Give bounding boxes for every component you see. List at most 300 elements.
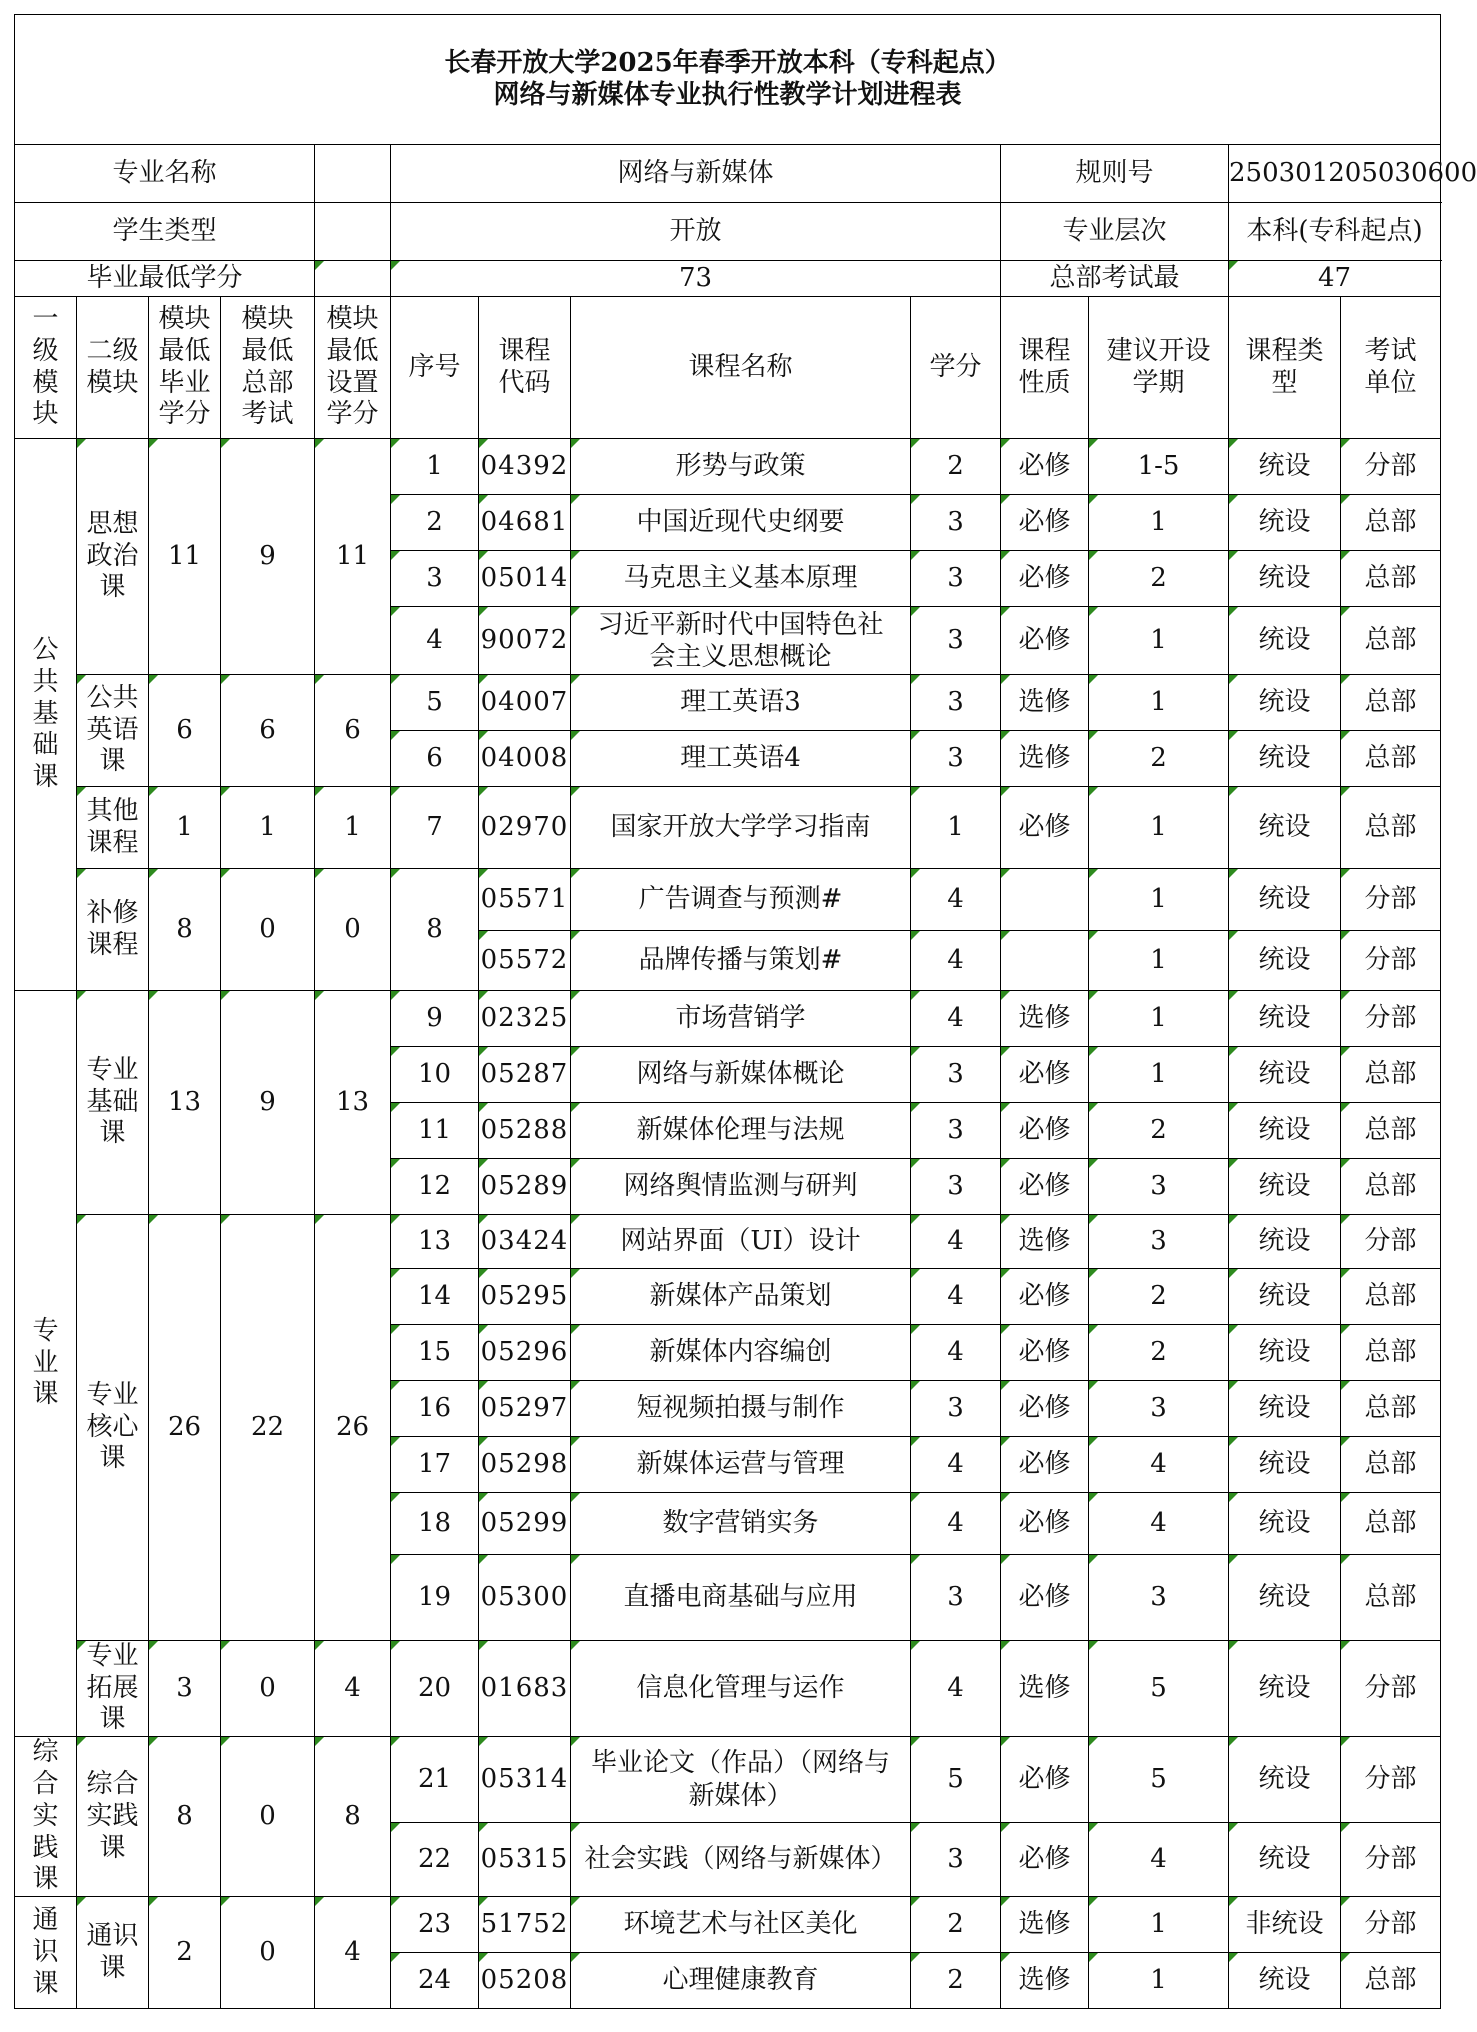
course-term: 5: [1089, 1641, 1229, 1737]
course-name: [571, 1215, 911, 1269]
course-type: 统设: [1229, 1953, 1341, 2009]
course-credit: 2: [911, 1897, 1001, 1953]
course-type: 统设: [1229, 1823, 1341, 1897]
course-credit: 3: [911, 1555, 1001, 1641]
table-row: [15, 1641, 1441, 1737]
course-exam-unit: 总部: [1341, 1953, 1441, 2009]
course-credit: 3: [911, 1823, 1001, 1897]
course-term: 4: [1089, 1823, 1229, 1897]
course-term: 2: [1089, 731, 1229, 787]
major-label: 专业名称: [15, 145, 315, 203]
course-term: 3: [1089, 1215, 1229, 1269]
table-row: [15, 991, 1441, 1047]
course-exam-unit: 总部: [1341, 1325, 1441, 1381]
course-code: 05288: [479, 1103, 571, 1159]
course-name-text: 品牌传播与策划#: [638, 945, 843, 976]
group-cell-g2: [15, 991, 77, 1737]
course-term: 1: [1089, 1953, 1229, 2009]
module-exam-m8: 0: [221, 1737, 315, 1897]
course-type: 统设: [1229, 731, 1341, 787]
course-exam-unit: 总部: [1341, 1437, 1441, 1493]
course-seq: 23: [391, 1897, 479, 1953]
module-name-m9: [77, 1897, 149, 2009]
course-code: 05295: [479, 1269, 571, 1325]
header-mod-min-exam: 模块最低总部考试: [221, 297, 315, 439]
table-row: [15, 787, 1441, 869]
course-seq: 13: [391, 1215, 479, 1269]
title-line-2: 网络与新媒体专业执行性教学计划进程表: [493, 79, 962, 110]
course-nature: [1001, 869, 1089, 931]
table-row: [15, 1897, 1441, 1953]
course-name: [571, 495, 911, 551]
course-exam-unit: 分部: [1341, 991, 1441, 1047]
course-exam-unit: 分部: [1341, 1897, 1441, 1953]
course-term: 1: [1089, 931, 1229, 991]
course-nature: 必修: [1001, 1381, 1089, 1437]
header-exam-unit: 考试单位: [1341, 297, 1441, 439]
module-exam-m9: 0: [221, 1897, 315, 2009]
course-name-text: 直播电商基础与应用: [623, 1582, 858, 1613]
module-label: 综合实践课: [86, 1769, 139, 1863]
course-seq: 24: [391, 1953, 479, 2009]
module-set-m5: 13: [315, 991, 391, 1215]
module-label: 专业基础课: [86, 1054, 139, 1149]
course-name-text: 国家开放大学学习指南: [610, 812, 871, 843]
course-term: 1-5: [1089, 439, 1229, 495]
course-credit: 3: [911, 1103, 1001, 1159]
course-credit: 5: [911, 1737, 1001, 1823]
course-type: 统设: [1229, 1325, 1341, 1381]
module-label: 其他课程: [86, 795, 139, 858]
course-name-text: 中国近现代史纲要: [636, 507, 845, 538]
group-label: 公共基础课: [32, 635, 59, 793]
course-seq: 21: [391, 1737, 479, 1823]
course-seq: 1: [391, 439, 479, 495]
module-label: 补修课程: [86, 897, 139, 960]
course-name-text: 形势与政策: [675, 451, 806, 482]
module-set-m6: 26: [315, 1215, 391, 1641]
group-cell-g1: [15, 439, 77, 991]
course-exam-unit: 总部: [1341, 787, 1441, 869]
course-code: 05208: [479, 1953, 571, 2009]
course-code: 05299: [479, 1493, 571, 1555]
course-code: 90072: [479, 607, 571, 675]
course-code: 51752: [479, 1897, 571, 1953]
course-seq: 15: [391, 1325, 479, 1381]
course-type: 统设: [1229, 675, 1341, 731]
course-type: 统设: [1229, 787, 1341, 869]
course-name-text: 信息化管理与运作: [636, 1673, 845, 1704]
course-nature: 必修: [1001, 439, 1089, 495]
module-grad-m1: 11: [149, 439, 221, 675]
course-code: 05572: [479, 931, 571, 991]
course-exam-unit: 分部: [1341, 1823, 1441, 1897]
course-exam-unit: 总部: [1341, 1103, 1441, 1159]
module-name-m7: [77, 1641, 149, 1737]
course-nature: 必修: [1001, 1269, 1089, 1325]
rule-value: 250301205030600: [1229, 145, 1441, 203]
course-credit: 2: [911, 439, 1001, 495]
course-name: [571, 1047, 911, 1103]
course-seq: 20: [391, 1641, 479, 1737]
course-name: [571, 1381, 911, 1437]
course-name-text: 社会实践（网络与新媒体）: [584, 1844, 897, 1875]
course-exam-unit: 分部: [1341, 1215, 1441, 1269]
course-exam-unit: 总部: [1341, 1381, 1441, 1437]
course-credit: 3: [911, 551, 1001, 607]
course-nature: 必修: [1001, 1493, 1089, 1555]
info-row-type: [15, 203, 1441, 261]
course-name: [571, 1159, 911, 1215]
course-name: [571, 1325, 911, 1381]
course-nature: 必修: [1001, 1325, 1089, 1381]
course-seq: 4: [391, 607, 479, 675]
module-set-m2: 6: [315, 675, 391, 787]
course-name-text: 网络与新媒体概论: [636, 1059, 845, 1090]
course-term: 2: [1089, 1269, 1229, 1325]
course-credit: 4: [911, 1641, 1001, 1737]
exam-min-label: 总部考试最: [1001, 261, 1229, 297]
course-seq: 16: [391, 1381, 479, 1437]
course-exam-unit: 总部: [1341, 731, 1441, 787]
module-name-m5: [77, 991, 149, 1215]
course-exam-unit: 总部: [1341, 1047, 1441, 1103]
header-nature: 课程性质: [1001, 297, 1089, 439]
min-credit-label: 毕业最低学分: [15, 261, 315, 297]
course-type: 统设: [1229, 1103, 1341, 1159]
module-name-m6: [77, 1215, 149, 1641]
course-exam-unit: 总部: [1341, 1555, 1441, 1641]
course-credit: 1: [911, 787, 1001, 869]
course-type: 非统设: [1229, 1897, 1341, 1953]
module-set-m1: 11: [315, 439, 391, 675]
course-name-text: 新媒体内容编创: [649, 1337, 832, 1368]
module-name-m2: [77, 675, 149, 787]
course-term: 1: [1089, 1047, 1229, 1103]
course-type: 统设: [1229, 1437, 1341, 1493]
course-exam-unit: 分部: [1341, 869, 1441, 931]
course-type: 统设: [1229, 991, 1341, 1047]
spacer-cell: [315, 145, 391, 203]
module-grad-m8: 8: [149, 1737, 221, 1897]
course-seq: 14: [391, 1269, 479, 1325]
course-code: 02970: [479, 787, 571, 869]
level-label: 专业层次: [1001, 203, 1229, 261]
module-set-m7: 4: [315, 1641, 391, 1737]
course-term: 1: [1089, 607, 1229, 675]
course-credit: 4: [911, 1493, 1001, 1555]
module-name-m3: [77, 787, 149, 869]
course-type: 统设: [1229, 495, 1341, 551]
course-seq: 6: [391, 731, 479, 787]
rule-label: 规则号: [1001, 145, 1229, 203]
course-seq: 18: [391, 1493, 479, 1555]
course-nature: 必修: [1001, 1047, 1089, 1103]
header-level2: 二级模块: [77, 297, 149, 439]
module-label: 专业拓展课: [86, 1641, 139, 1735]
header-credit: 学分: [911, 297, 1001, 439]
course-nature: 必修: [1001, 1823, 1089, 1897]
course-nature: 选修: [1001, 1953, 1089, 2009]
course-term: 4: [1089, 1493, 1229, 1555]
info-row-credits: [15, 261, 1441, 297]
module-grad-m7: 3: [149, 1641, 221, 1737]
course-seq: 22: [391, 1823, 479, 1897]
group-cell-g3: [15, 1737, 77, 1897]
course-nature: 选修: [1001, 675, 1089, 731]
course-name-text: 新媒体运营与管理: [636, 1449, 845, 1480]
header-name: 课程名称: [571, 297, 911, 439]
header-mod-min-grad: 模块最低毕业学分: [149, 297, 221, 439]
module-label: 通识课: [86, 1920, 139, 1983]
student-type-value: 开放: [391, 203, 1001, 261]
course-seq: 5: [391, 675, 479, 731]
course-nature: 必修: [1001, 1437, 1089, 1493]
module-grad-m6: 26: [149, 1215, 221, 1641]
course-code: 05315: [479, 1823, 571, 1897]
course-code: 04681: [479, 495, 571, 551]
module-set-m8: 8: [315, 1737, 391, 1897]
course-term: 3: [1089, 1381, 1229, 1437]
course-type: 统设: [1229, 1555, 1341, 1641]
course-nature: 必修: [1001, 1737, 1089, 1823]
course-name: [571, 869, 911, 931]
header-level1: 一级模块: [15, 297, 77, 439]
header-code: 课程代码: [479, 297, 571, 439]
header-mod-min-set: 模块最低设置学分: [315, 297, 391, 439]
course-nature: 选修: [1001, 731, 1089, 787]
course-term: 1: [1089, 787, 1229, 869]
course-name-text: 市场营销学: [675, 1003, 806, 1034]
course-type: 统设: [1229, 1269, 1341, 1325]
course-seq: 10: [391, 1047, 479, 1103]
title-row: [15, 15, 1441, 145]
course-code: 05314: [479, 1737, 571, 1823]
course-nature: 必修: [1001, 1159, 1089, 1215]
course-name: [571, 1269, 911, 1325]
course-nature: 选修: [1001, 1897, 1089, 1953]
course-seq: 19: [391, 1555, 479, 1641]
course-name: [571, 1737, 911, 1823]
course-name-text: 短视频拍摄与制作: [636, 1393, 845, 1424]
module-name-m8: [77, 1737, 149, 1897]
column-header-row: [15, 297, 1441, 439]
course-credit: 4: [911, 1215, 1001, 1269]
course-type: 统设: [1229, 931, 1341, 991]
course-code: 04008: [479, 731, 571, 787]
course-name: [571, 1953, 911, 2009]
table-row: [15, 1215, 1441, 1269]
course-name: [571, 991, 911, 1047]
course-name-text: 理工英语4: [680, 743, 801, 774]
course-term: 4: [1089, 1437, 1229, 1493]
course-credit: 3: [911, 1047, 1001, 1103]
course-credit: 3: [911, 1381, 1001, 1437]
module-grad-m5: 13: [149, 991, 221, 1215]
module-exam-m7: 0: [221, 1641, 315, 1737]
course-name: [571, 551, 911, 607]
course-name: [571, 931, 911, 991]
course-name-text: 网络舆情监测与研判: [623, 1171, 858, 1202]
course-exam-unit: 总部: [1341, 1269, 1441, 1325]
module-exam-m2: 6: [221, 675, 315, 787]
course-credit: 4: [911, 991, 1001, 1047]
course-credit: 4: [911, 1269, 1001, 1325]
module-exam-m4: 0: [221, 869, 315, 991]
course-name: [571, 607, 911, 675]
course-name: [571, 1897, 911, 1953]
module-set-m9: 4: [315, 1897, 391, 2009]
header-term: 建议开设学期: [1089, 297, 1229, 439]
module-exam-m3: 1: [221, 787, 315, 869]
module-label: 公共英语课: [86, 682, 139, 777]
header-ctype: 课程类型: [1229, 297, 1341, 439]
course-name: [571, 1103, 911, 1159]
course-seq: 12: [391, 1159, 479, 1215]
course-nature: [1001, 931, 1089, 991]
course-exam-unit: 总部: [1341, 495, 1441, 551]
course-seq: 7: [391, 787, 479, 869]
course-nature: 必修: [1001, 1555, 1089, 1641]
group-label: 专业课: [32, 1316, 59, 1410]
course-name: [571, 1555, 911, 1641]
course-exam-unit: 分部: [1341, 439, 1441, 495]
spacer-cell: [315, 203, 391, 261]
course-code: 05571: [479, 869, 571, 931]
header-seq: 序号: [391, 297, 479, 439]
course-name: [571, 1437, 911, 1493]
course-type: 统设: [1229, 1215, 1341, 1269]
course-name: [571, 787, 911, 869]
min-credit-value: 73: [391, 261, 1001, 297]
course-type: 统设: [1229, 869, 1341, 931]
course-type: 统设: [1229, 551, 1341, 607]
course-term: 1: [1089, 495, 1229, 551]
course-exam-unit: 总部: [1341, 607, 1441, 675]
course-exam-unit: 总部: [1341, 675, 1441, 731]
spacer-cell: [315, 261, 391, 297]
title-line-1: 长春开放大学2025年春季开放本科（专科起点）: [444, 47, 1011, 78]
course-name-text: 广告调查与预测#: [638, 884, 843, 915]
course-term: 5: [1089, 1737, 1229, 1823]
document-title: [15, 15, 1441, 145]
course-type: 统设: [1229, 1381, 1341, 1437]
course-term: 3: [1089, 1159, 1229, 1215]
course-credit: 2: [911, 1953, 1001, 2009]
course-name-text: 环境艺术与社区美化: [623, 1909, 858, 1940]
module-grad-m4: 8: [149, 869, 221, 991]
module-name-m1: [77, 439, 149, 675]
info-row-major: [15, 145, 1441, 203]
module-grad-m9: 2: [149, 1897, 221, 2009]
course-name-text: 新媒体伦理与法规: [636, 1115, 845, 1146]
course-exam-unit: 分部: [1341, 1641, 1441, 1737]
course-code: 02325: [479, 991, 571, 1047]
course-term: 1: [1089, 1897, 1229, 1953]
course-credit: 4: [911, 1437, 1001, 1493]
module-set-m3: 1: [315, 787, 391, 869]
course-name-text: 网站界面（UI）设计: [620, 1226, 861, 1257]
course-name-text: 毕业论文（作品）（网络与新媒体）: [590, 1748, 890, 1811]
table-row: [15, 439, 1441, 495]
course-credit: 3: [911, 1159, 1001, 1215]
module-name-m4: [77, 869, 149, 991]
module-grad-m2: 6: [149, 675, 221, 787]
course-type: 统设: [1229, 1493, 1341, 1555]
module-exam-m5: 9: [221, 991, 315, 1215]
course-type: 统设: [1229, 1159, 1341, 1215]
course-name: [571, 439, 911, 495]
group-cell-g4: [15, 1897, 77, 2009]
course-exam-unit: 总部: [1341, 1493, 1441, 1555]
major-value: 网络与新媒体: [391, 145, 1001, 203]
module-grad-m3: 1: [149, 787, 221, 869]
teaching-plan-table: [14, 14, 1477, 2009]
course-credit: 3: [911, 607, 1001, 675]
course-seq: 3: [391, 551, 479, 607]
course-nature: 必修: [1001, 1103, 1089, 1159]
course-type: 统设: [1229, 439, 1341, 495]
course-type: 统设: [1229, 607, 1341, 675]
course-code: 05298: [479, 1437, 571, 1493]
course-type: 统设: [1229, 1737, 1341, 1823]
course-seq: 11: [391, 1103, 479, 1159]
exam-min-value: 47: [1229, 261, 1441, 297]
course-code: 05287: [479, 1047, 571, 1103]
course-code: 05297: [479, 1381, 571, 1437]
course-credit: 4: [911, 1325, 1001, 1381]
course-code: 05296: [479, 1325, 571, 1381]
course-term: 2: [1089, 1103, 1229, 1159]
module-label: 专业核心课: [86, 1379, 139, 1474]
course-seq: 9: [391, 991, 479, 1047]
course-credit: 3: [911, 675, 1001, 731]
course-credit: 3: [911, 731, 1001, 787]
course-code: 01683: [479, 1641, 571, 1737]
course-seq: 2: [391, 495, 479, 551]
course-code: 04392: [479, 439, 571, 495]
course-code: 05289: [479, 1159, 571, 1215]
course-exam-unit: 分部: [1341, 931, 1441, 991]
course-exam-unit: 分部: [1341, 1737, 1441, 1823]
course-nature: 必修: [1001, 495, 1089, 551]
course-name-text: 习近平新时代中国特色社会主义思想概论: [597, 609, 884, 672]
course-name: [571, 1823, 911, 1897]
course-seq: 17: [391, 1437, 479, 1493]
course-code: 05014: [479, 551, 571, 607]
course-seq: 8: [391, 869, 479, 991]
course-name-text: 理工英语3: [680, 687, 801, 718]
course-name-text: 马克思主义基本原理: [623, 563, 858, 594]
course-term: 1: [1089, 991, 1229, 1047]
course-name-text: 心理健康教育: [662, 1965, 819, 1996]
course-credit: 3: [911, 495, 1001, 551]
course-nature: 选修: [1001, 1641, 1089, 1737]
course-term: 1: [1089, 869, 1229, 931]
course-exam-unit: 总部: [1341, 1159, 1441, 1215]
course-credit: 4: [911, 931, 1001, 991]
level-value: 本科(专科起点): [1229, 203, 1441, 261]
course-term: 2: [1089, 1325, 1229, 1381]
module-label: 思想政治课: [86, 508, 139, 603]
group-label: 通识课: [32, 1905, 59, 1999]
group-label: 综合实践课: [32, 1737, 59, 1895]
table-row: [15, 1737, 1441, 1823]
table-row: [15, 869, 1441, 931]
course-credit: 4: [911, 869, 1001, 931]
course-name: [571, 1641, 911, 1737]
student-type-label: 学生类型: [15, 203, 315, 261]
